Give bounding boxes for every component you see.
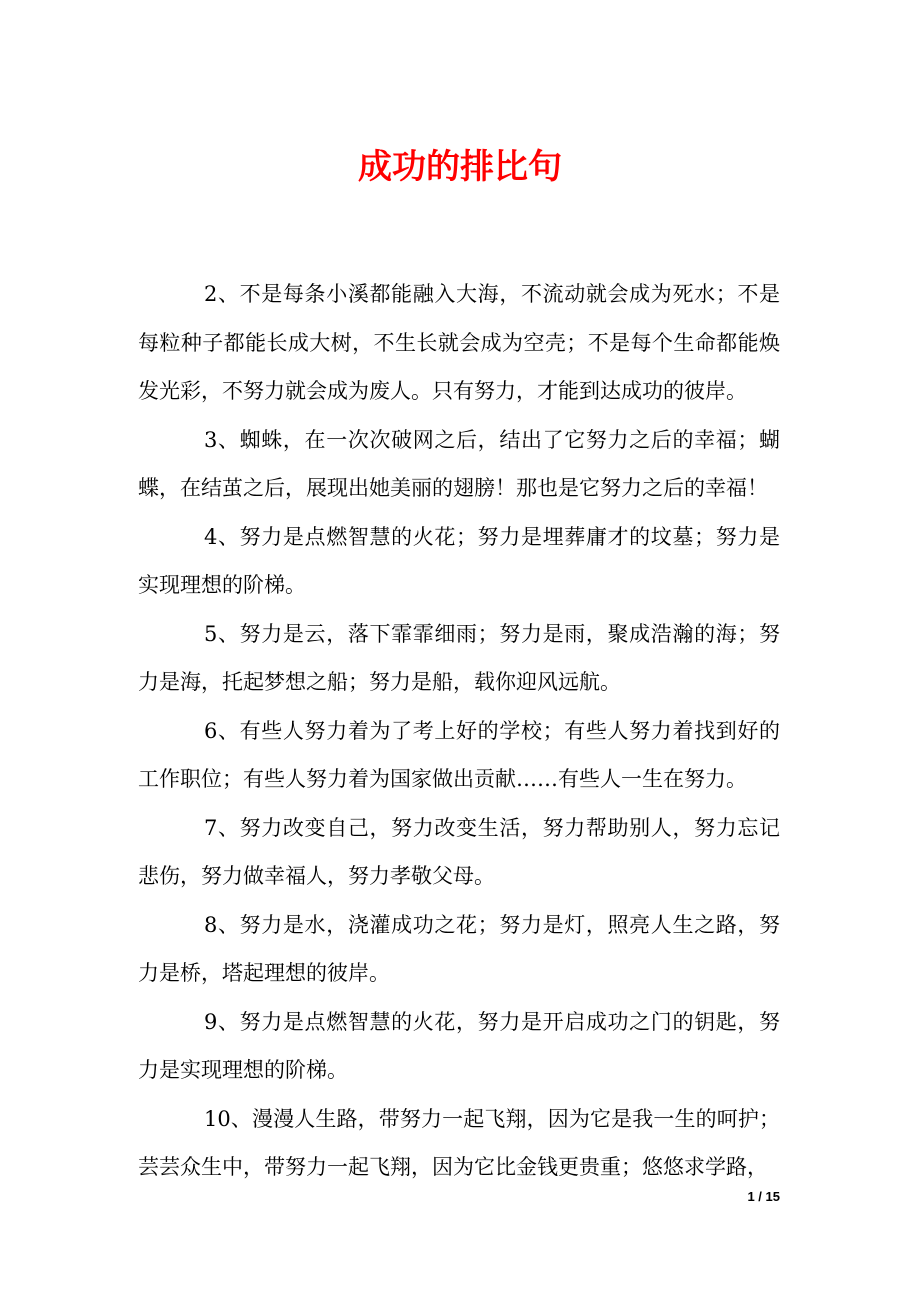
paragraph: 5、努力是云，落下霏霏细雨；努力是雨，聚成浩瀚的海；努力是海，托起梦想之船；努力是船，载你迎风远航。 [138, 621, 780, 694]
document-title: 成功的排比句 [358, 147, 562, 187]
paragraph: 6、有些人努力着为了考上好的学校；有些人努力着找到好的工作职位；有些人努力着为国家做出贡献……有些人一生在努力。 [138, 718, 780, 791]
page-number: 1 / 15 [747, 1189, 780, 1204]
paragraph: 9、努力是点燃智慧的火花，努力是开启成功之门的钥匙，努力是实现理想的阶梯。 [138, 1009, 780, 1082]
paragraph: 4、努力是点燃智慧的火花；努力是埋葬庸才的坟墓；努力是实现理想的阶梯。 [138, 524, 780, 597]
paragraph: 2、不是每条小溪都能融入大海，不流动就会成为死水；不是每粒种子都能长成大树，不生长就会成为空壳；不是每个生命都能焕发光彩，不努力就会成为废人。只有努力，才能到达成功的彼岸。 [138, 282, 780, 403]
paragraph: 7、努力改变自己，努力改变生活，努力帮助别人，努力忘记悲伤，努力做幸福人，努力孝敬父母。 [138, 815, 780, 888]
paragraph: 3、蜘蛛，在一次次破网之后，结出了它努力之后的幸福；蝴蝶，在结茧之后，展现出她美丽的翅膀！那也是它努力之后的幸福！ [138, 427, 780, 500]
paragraph: 10、漫漫人生路，带努力一起飞翔，因为它是我一生的呵护；芸芸众生中，带努力一起飞翔，因为它比金钱更贵重；悠悠求学路， [138, 1106, 780, 1179]
paragraph: 8、努力是水，浇灌成功之花；努力是灯，照亮人生之路，努力是桥，塔起理想的彼岸。 [138, 912, 780, 985]
document-body [138, 270, 780, 1192]
